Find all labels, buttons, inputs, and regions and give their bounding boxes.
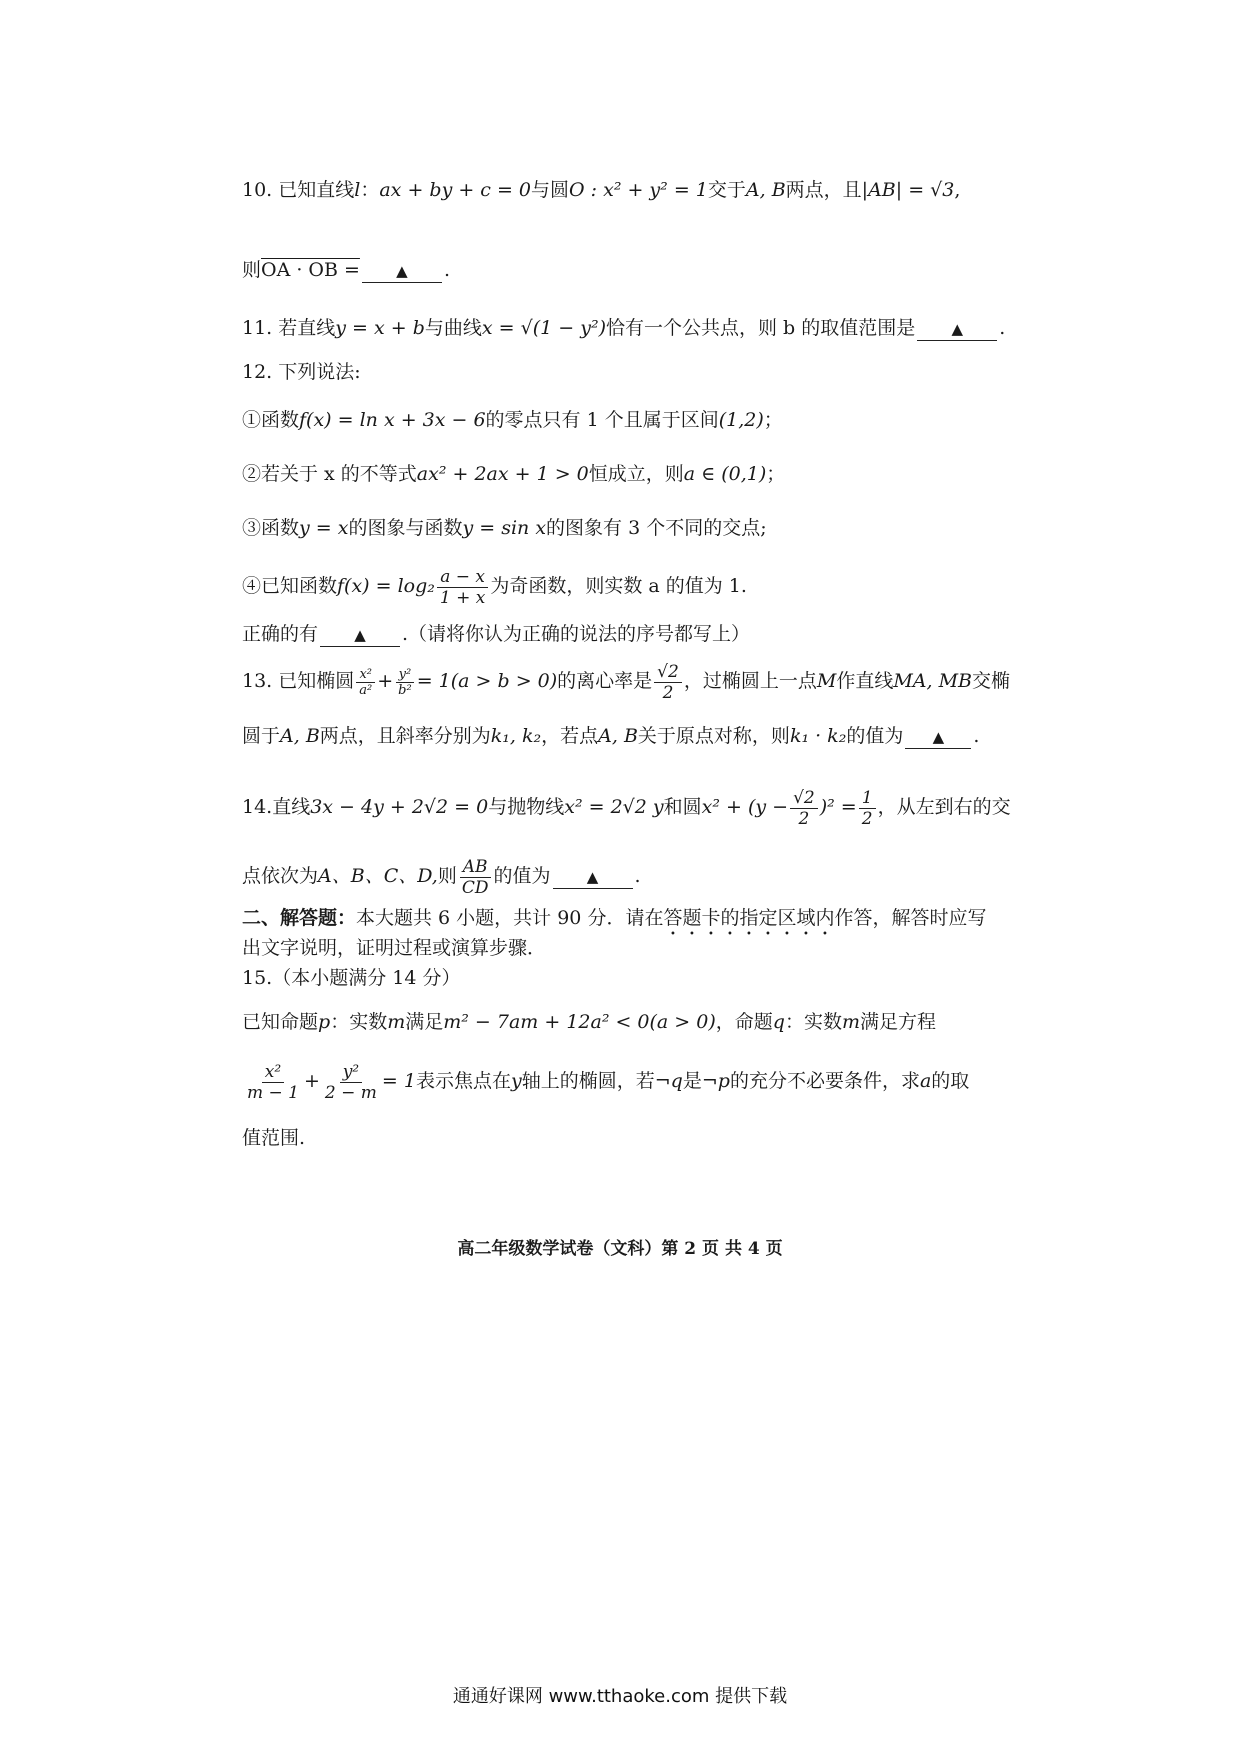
- q14-math1: 3x − 4y + 2√2 = 0: [310, 796, 489, 818]
- q13-answer-blank: [905, 725, 971, 749]
- q15-frac-x-den: m − 1: [247, 1082, 299, 1103]
- q14-l2-a: 点依次为: [242, 865, 319, 887]
- q14-triangle-icon: ▲: [586, 868, 599, 886]
- q12-item4-a: ④已知函数: [242, 575, 338, 597]
- q15-title: 15.（本小题满分 14 分）: [242, 967, 461, 989]
- q14-frac-half-den: 2: [861, 808, 873, 829]
- q14-ratio-num: AB: [460, 857, 491, 878]
- q12-item1-b: 的零点只有 1 个且属于区间: [485, 409, 719, 431]
- q12-item4-numerator: a − x: [437, 567, 488, 588]
- q15-text-c: 满足: [405, 1011, 444, 1033]
- q12-answer-a: 正确的有: [242, 623, 319, 645]
- q13-plus: +: [377, 670, 394, 692]
- q14-text-d: ，从左到右的交: [877, 796, 1011, 818]
- q14-end: .: [634, 865, 641, 887]
- q15-text-a: 已知命题: [242, 1011, 319, 1033]
- q14-answer-blank: [553, 865, 633, 889]
- q14-ratio-den: CD: [461, 877, 489, 898]
- q13-text-b: 的离心率是: [557, 670, 653, 692]
- q15-text-g: 表示焦点在: [415, 1070, 511, 1092]
- q11-line: [242, 314, 1006, 342]
- q12-item4-b: 为奇函数，则实数 a 的值为 1.: [490, 575, 747, 597]
- q10-math-circle: O : x² + y² = 1: [569, 179, 708, 201]
- q13-l2-d: 关于原点对称，则: [637, 725, 790, 747]
- q15-line1: [242, 1008, 936, 1036]
- q13-l2-b: 两点，且斜率分别为: [319, 725, 491, 747]
- q15-frac-y-num: y²: [340, 1062, 362, 1083]
- q15-frac-y-den: 2 − m: [324, 1082, 377, 1103]
- q10-math-points: A, B: [745, 179, 786, 201]
- q10-text-a: 10. 已知直线: [242, 179, 355, 201]
- q12-item3-b: 的图象与函数: [348, 517, 463, 539]
- q15-p: p: [318, 1011, 331, 1033]
- q13-text-d: 作直线: [836, 670, 894, 692]
- q13-l2-c: ，若点: [541, 725, 599, 747]
- q13-frac-x-den: a²: [359, 682, 373, 698]
- q12-item3: [242, 514, 767, 542]
- q13-frac-y: [395, 667, 415, 698]
- q10-math-ab: |AB| = √3: [861, 179, 955, 201]
- q13-triangle-icon: ▲: [932, 728, 945, 746]
- q13-ecc-den: 2: [662, 682, 674, 703]
- q15-text-k: 的取: [931, 1070, 970, 1092]
- q14-frac-sqrt2: [790, 788, 818, 829]
- q14-text-a: 14.直线: [242, 796, 311, 818]
- q13-text-a: 13. 已知椭圆: [242, 670, 355, 692]
- q12-item2-math: ax² + 2ax + 1 > 0: [416, 463, 589, 485]
- q13-l2-m3: A, B: [598, 725, 638, 747]
- q12-item2-a: ②若关于 x 的不等式: [242, 463, 417, 485]
- q12-item3-a: ③函数: [242, 517, 300, 539]
- q12-item2-b: 恒成立，则: [588, 463, 684, 485]
- q14-math3b: )² =: [819, 796, 857, 818]
- q10-math-dot: OA · OB =: [261, 259, 360, 281]
- q13-math2: M: [816, 670, 837, 692]
- section2-line2: 出文字说明，证明过程或演算步骤．: [242, 937, 547, 959]
- q10-text-b: 与圆: [531, 179, 570, 201]
- q11-end: .: [999, 317, 1006, 339]
- q12-answer-b: .（请将你认为正确的说法的序号都写上）: [402, 623, 751, 645]
- q12-item4-math: f(x) = log₂: [337, 575, 435, 597]
- q12-answer-line: [242, 620, 750, 648]
- q14-text-b: 与抛物线: [488, 796, 565, 818]
- q15-inequality: m² − 7am + 12a² < 0(a > 0): [443, 1011, 716, 1033]
- q13-text-c: ，过椭圆上一点: [683, 670, 817, 692]
- q15-text-b: ：实数: [330, 1011, 388, 1033]
- q10-triangle-icon: ▲: [396, 262, 408, 280]
- q10-answer-blank: [362, 259, 442, 283]
- q11-text-b: 与曲线: [424, 317, 482, 339]
- q15-text-i: 是: [682, 1070, 702, 1092]
- q15-frac-y: [322, 1062, 380, 1103]
- q13-frac-x: [356, 667, 375, 698]
- download-watermark: 通通好课网 www.tthaoke.com 提供下载: [452, 1686, 788, 1707]
- q13-l2-m1: A, B: [280, 725, 320, 747]
- section2-heading: 二、解答题：: [242, 907, 357, 929]
- q12-item2-math2: a ∈ (0,1): [683, 463, 767, 485]
- q15-m2: m: [841, 1011, 860, 1033]
- q11-triangle-icon: ▲: [951, 320, 964, 338]
- q14-frac-half: [859, 788, 876, 829]
- q15-a: a: [919, 1070, 932, 1092]
- page-footer: 高二年级数学试卷（文科）第 2 页 共 4 页: [457, 1239, 783, 1259]
- q13-frac-y-num: y²: [396, 667, 415, 683]
- q15-plus: +: [304, 1070, 320, 1092]
- q15-not-q: ¬q: [654, 1070, 683, 1092]
- q15-text-f: 满足方程: [860, 1011, 937, 1033]
- q11-answer-blank: [917, 317, 997, 341]
- q10-text-c: 交于: [707, 179, 746, 201]
- q12-item4-denominator: 1 + x: [439, 587, 486, 608]
- q15-line3: 值范围.: [242, 1127, 306, 1149]
- q12-item2-c: ；: [766, 463, 786, 485]
- q10-line2: [242, 256, 450, 284]
- q14-l2-c: 的值为: [493, 865, 551, 887]
- q10-line1: 10. 已知直线l：ax + by + c = 0与圆O : x² + y² = 1交于A, B两点，且|AB| = √3,: [242, 179, 961, 201]
- q13-ecc-frac: [654, 662, 682, 703]
- q14-math3a: x² + (y −: [701, 796, 789, 818]
- q14-l2-b: 则: [437, 865, 457, 887]
- q12-item1-c: ；: [763, 409, 783, 431]
- q11-math1: y = x + b: [335, 317, 425, 339]
- q12-item3-math: y = x: [299, 517, 349, 539]
- q13-math3: MA, MB: [893, 670, 972, 692]
- q13-line1: [242, 660, 1011, 703]
- q13-l2-a: 圆于: [242, 725, 281, 747]
- q15-line2: [242, 1058, 970, 1104]
- q15-text-e: ：实数: [784, 1011, 842, 1033]
- q13-l2-m2: k₁, k₂: [490, 725, 542, 747]
- q12-item1-a: ①函数: [242, 409, 300, 431]
- q15-eq: = 1: [381, 1070, 416, 1092]
- q13-frac-y-den: b²: [398, 682, 412, 698]
- q15-frac-x-num: x²: [262, 1062, 284, 1083]
- q14-ratio-frac: [459, 857, 492, 898]
- q14-text-c: 和圆: [663, 796, 702, 818]
- q12-item3-c: 的图象有 3 个不同的交点;: [546, 517, 767, 539]
- q12-item1-math: f(x) = ln x + 3x − 6: [299, 409, 486, 431]
- section2-text-a: 本大题共 6 小题，共计 90 分．请在: [356, 907, 664, 929]
- q12-item2: [242, 460, 785, 488]
- q11-math2: x = √(1 − y²): [481, 317, 606, 339]
- q11-text-c: 恰有一个公共点，则 b 的取值范围是: [606, 317, 916, 339]
- q12-item1-math2: (1,2): [718, 409, 764, 431]
- q13-l2-m4: k₁ · k₂: [789, 725, 847, 747]
- q15-text-j: 的充分不必要条件，求: [729, 1070, 920, 1092]
- q13-line2: [242, 722, 980, 750]
- q10-math-l: l: [354, 179, 361, 201]
- q14-line2: [242, 854, 641, 898]
- q12-item4-fraction: [437, 567, 488, 608]
- q15-text-d: ，命题: [715, 1011, 773, 1033]
- q15-frac-x: [244, 1062, 302, 1103]
- section2-dotted: 答题卡的指定区域内: [663, 907, 835, 929]
- q15-not-p: ¬p: [701, 1070, 730, 1092]
- q14-frac-sqrt2-num: √2: [790, 788, 818, 809]
- q10-end: .: [443, 259, 450, 281]
- q12-answer-blank: [320, 623, 400, 647]
- q14-frac-half-num: 1: [859, 788, 876, 809]
- q14-math2: x² = 2√2 y: [564, 796, 664, 818]
- q12-item1: [242, 406, 783, 434]
- q13-frac-x-num: x²: [356, 667, 375, 683]
- q12-item4: [242, 564, 747, 608]
- q12-triangle-icon: ▲: [354, 626, 366, 644]
- q12-item3-math2: y = sin x: [462, 517, 547, 539]
- q14-l2-m: A、B、C、D,: [318, 865, 438, 887]
- q13-end: .: [973, 725, 980, 747]
- q13-l2-e: 的值为: [846, 725, 904, 747]
- q14-line1: [242, 784, 1011, 830]
- q11-text-a: 11. 若直线: [242, 317, 336, 339]
- q13-text-e: 交椭: [972, 670, 1011, 692]
- q15-y: y: [511, 1070, 522, 1092]
- q13-math1: = 1(a > b > 0): [416, 670, 558, 692]
- q10-math-line: ax + by + c = 0: [379, 179, 532, 201]
- section2-text-b: 作答，解答时应写: [834, 907, 987, 929]
- q14-frac-sqrt2-den: 2: [798, 808, 810, 829]
- q12-title: 12. 下列说法:: [242, 361, 361, 383]
- q10-text-d: 两点，且: [785, 179, 862, 201]
- q15-m: m: [387, 1011, 406, 1033]
- q15-text-h: 轴上的椭圆，若: [521, 1070, 655, 1092]
- q13-ecc-num: √2: [654, 662, 682, 683]
- q15-q: q: [772, 1011, 785, 1033]
- q10-line2-text: 则: [242, 259, 262, 281]
